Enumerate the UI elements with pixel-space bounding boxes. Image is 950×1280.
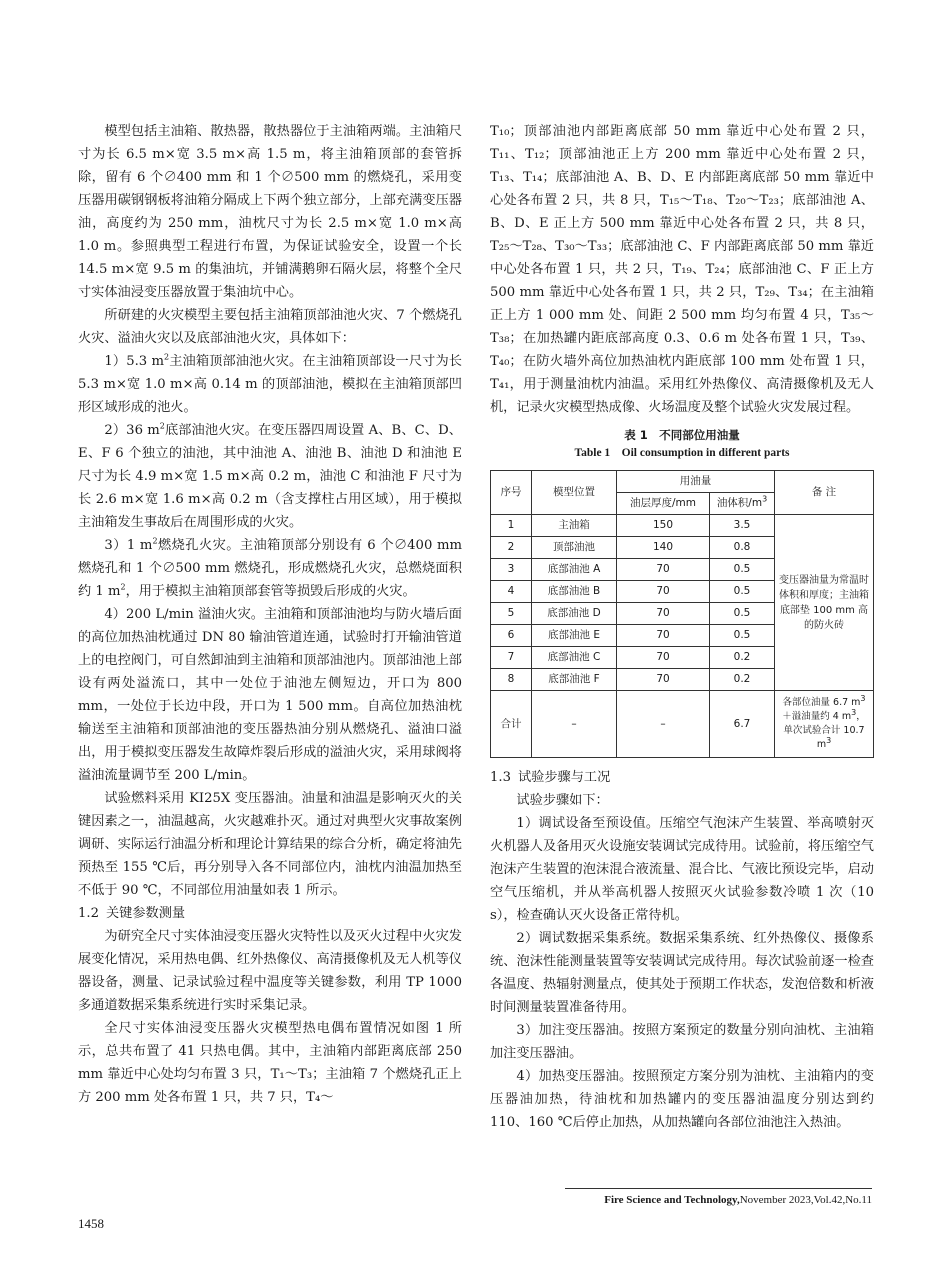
paragraph: 4）加热变压器油。按照预定方案分别为油枕、主油箱内的变压器油加热，待油枕和加热罐内的变压器油温度分别达到约 110、160 ℃后停止加热，从加热罐向各部位油池注入热油。 [490,1069,874,1130]
table-row: 1 主油箱 150 3.5 变压器油量为常温时体积和厚度；主油箱底部垫 100 mm 高的防火砖 [491,515,874,537]
paragraph: 所研建的火灾模型主要包括主油箱顶部油池火灾、7 个燃烧孔火灾、溢油火灾以及底部油池火灾，具体如下： [78,308,462,346]
paragraph: 1）调试设备至预设值。压缩空气泡沫产生装置、举高喷射灭火机器人及备用灭火设施安装调试完成待用。试验前，将压缩空气泡沫产生装置的泡沫混合液流量、混合比、气液比预设完毕，启动空气压缩机，并从举高机器人按照灭火试验参数冷喷 1 次（10 s），检查确认灭火设备正常待机。 [490,816,874,923]
header-note: 备 注 [775,471,874,515]
table-row: 6 底部油池 E 70 0.5 [491,625,874,647]
paragraph: 试验步骤如下： [516,793,609,808]
paragraph: 4）200 L/min 溢油火灾。主油箱和顶部油池均与防火墙后面的高位加热油枕通过 DN 80 输油管道连通，试验时打开输油管道上的电控阀门，可自然卸油到主油箱和顶部油池内。顶部油池上部设有两处溢流口，其中一处位于油池左侧短边，开口为 800 mm，一处位于长边中段，开口为 1 500 mm。自高位加热油枕输送至主油箱和顶部油池的变压器热油分别从燃烧孔、溢油口溢出，用于模拟变压器发生故障炸裂后形成的溢油火灾，采用球阀将溢油流量调节至 200 L/min。 [78,607,462,783]
paragraph: 1）5.3 $m^2$主油箱顶部油池火灾。在主油箱顶部设一尺寸为长 5.3 m×宽 1.0 m×高 0.14 m 的顶部油池，模拟在主油箱顶部凹形区域形成的池火。 [78,352,462,415]
oil-consumption-table [490,470,874,758]
journal-footer: Fire Science and Technology,November 2023,Vol.42,No.11 [604,1194,872,1206]
paragraph: T₁₀；顶部油池内部距离底部 50 mm 靠近中心处布置 2 只，T₁₁、T₁₂；顶部油池正上方 200 mm 靠近中心处布置 2 只，T₁₃、T₁₄；底部油池 A、B、D、E 内部距离底部 50 mm 靠近中心处各布置 2 只，共 8 只，T₁₅～T₁₈、T₂₀～T₂₃；底部油池 A、B、D、E 正上方 500 mm 靠近中心处各布置 2 只，共 8 只，T₂₅～T₂₈、T₃₀～T₃₃；底部油池 C、F 内部距离底部 50 mm 靠近中心处各布置 1 只，共 2 只，T₁₉、T₂₄；底部油池 C、F 正上方 500 mm 靠近中心处各布置 1 只，共 2 只，T₂₉、T₃₄；在主油箱正上方 1 000 mm 处、间距 2 500 mm 均匀布置 4 只，T₃₅～T₃₈；在加热罐内距底部高度 0.3、0.6 m 处各布置 1 只，T₃₉、T₄₀；在防火墙外高位加热油枕内距底部 100 mm 处布置 1 只，T₄₁，用于测量油枕内油温。采用红外热像仪、高清摄像机及无人机，记录火灾模型热成像、火场温度及整个试验火灾发展过程。 [490,124,874,415]
table-caption-cn: 表 1 不同部位用油量 [624,428,740,442]
paragraph: 为研究全尺寸实体油浸变压器火灾特性以及灭火过程中火灾发展变化情况，采用热电偶、红外热像仪、高清摄像机及无人机等仪器设备，测量、记录试验过程中温度等关键参数，利用 TP 1000 多通道数据采集系统进行实时采集记录。 [78,929,462,1013]
paragraph: 3）加注变压器油。按照方案预定的数量分别向油枕、主油箱加注变压器油。 [490,1023,874,1061]
table-row: 7 底部油池 C 70 0.2 [491,647,874,669]
header-volume: 油体积$/m^3$ [710,493,775,515]
table-row: 2 顶部油池 140 0.8 [491,537,874,559]
left-column [78,120,462,1109]
header-no: 序号 [491,471,532,515]
paragraph: 模型包括主油箱、散热器，散热器位于主油箱两端。主油箱尺寸为长 6.5 m×宽 3.5 m×高 1.5 m，将主油箱顶部的套管拆除，留有 6 个∅400 mm 和 1 个∅500 mm 的燃烧孔，采用变压器用碳钢钢板将油箱分隔成上下两个独立部分，上部充满变压器油，高度约为 250 mm，油枕尺寸为长 2.5 m×宽 1.0 m×高 1.0 m。参照典型工程进行布置，为保证试验安全，设置一个长 14.5 m×宽 9.5 m 的集油坑，并铺满鹅卵石隔火层，将整个全尺寸实体油浸变压器放置于集油坑中心。 [78,124,462,300]
table-row: 5 底部油池 D 70 0.5 [491,603,874,625]
table-total-row: 合计 – – 6.7 各部位油量 6.7 $m^3+$溢油量约 4 $m^3$，单次试验合计 10.7 $m^3$ [491,691,874,758]
right-column [490,120,874,1134]
footer-rule [565,1188,872,1189]
table-row: 8 底部油池 F 70 0.2 [491,669,874,691]
total-note: 各部位油量 6.7 $m^3+$溢油量约 4 $m^3$，单次试验合计 10.7 $m^3$ [775,691,874,758]
header-position: 模型位置 [532,471,617,515]
section-heading-1-3: 1.3 试验步骤与工况 [490,770,611,785]
table-row: 4 底部油池 B 70 0.5 [491,581,874,603]
header-usage: 用油量 [617,471,775,493]
section-heading-1-2: 1.2 关键参数测量 [78,906,186,921]
paragraph: 2）36 $m^2$底部油池火灾。在变压器四周设置 A、B、C、D、E、F 6 个独立的油池，其中油池 A、油池 B、油池 D 和油池 E 尺寸为长 4.9 m×宽 1.5 m×高 0.2 m，油池 C 和油池 F 尺寸为长 2.6 m×宽 1.6 m×高 0.2 m（含支撑柱占用区域），用于模拟主油箱发生事故后在周围形成的火灾。 [78,421,462,530]
paragraph: 试验燃料采用 KI25X 变压器油。油量和油温是影响灭火的关键因素之一，油温越高，火灾越难扑灭。通过对典型火灾事故案例调研、实际运行油温分析和理论计算结果的综合分析，确定将油先预热至 155 ℃后，再分别导入各不同部位内，油枕内油温加热至不低于 90 ℃，不同部位用油量如表 1 所示。 [78,791,462,898]
table-note: 变压器油量为常温时体积和厚度；主油箱底部垫 100 mm 高的防火砖 [775,515,874,691]
paragraph: 2）调试数据采集系统。数据采集系统、红外热像仪、摄像系统、泡沫性能测量装置等安装调试完成待用。每次试验前逐一检查各温度、热辐射测量点，使其处于预期工作状态，发泡倍数和析液时间测量装置准备待用。 [490,931,874,1015]
header-thickness: 油层厚度/mm [617,493,710,515]
table-row: 3 底部油池 A 70 0.5 [491,559,874,581]
page-number: 1458 [78,1216,104,1231]
paragraph: 3）1 $m^2$燃烧孔火灾。主油箱顶部分别设有 6 个∅400 mm 燃烧孔和 1 个∅500 mm 燃烧孔，形成燃烧孔火灾，总燃烧面积约 1 $m^2$，用于模拟主油箱顶部套管等损毁后形成的火灾。 [78,536,462,599]
table-caption-en: Table 1 Oil consumption in different parts [574,447,790,459]
paragraph: 全尺寸实体油浸变压器火灾模型热电偶布置情况如图 1 所示，总共布置了 41 只热电偶。其中，主油箱内部距离底部 250 mm 靠近中心处均匀布置 3 只，T₁～T₃；主油箱 7 个燃烧孔正上方 200 mm 处各布置 1 只，共 7 只，T₄～ [78,1021,462,1105]
